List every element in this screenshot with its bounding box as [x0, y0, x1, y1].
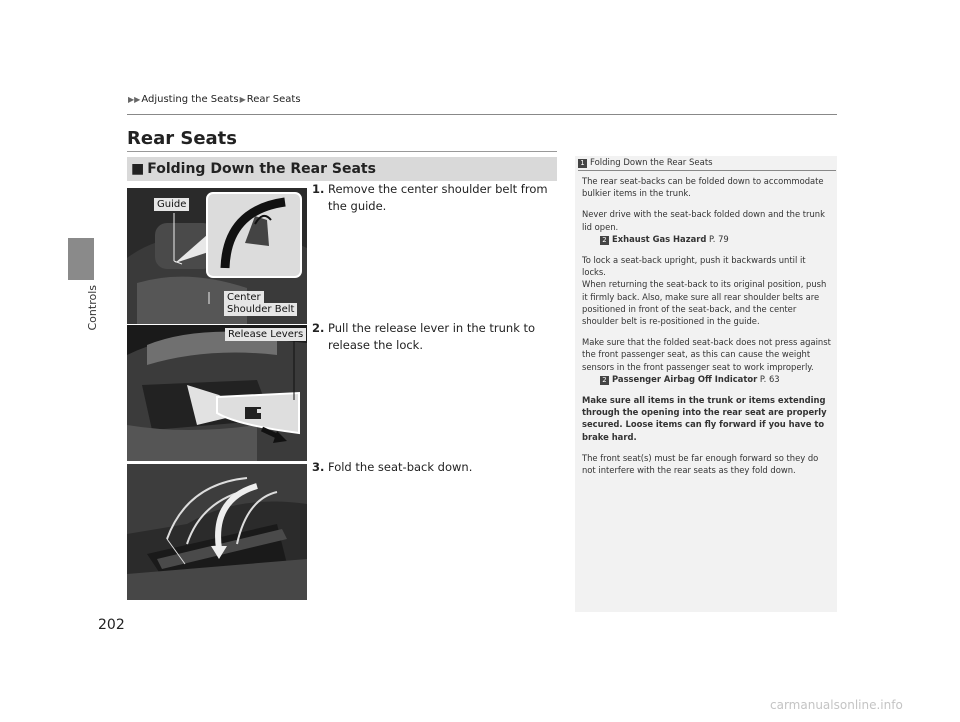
note-divider — [578, 170, 836, 171]
note-warning: Make sure all items in the trunk or items extending through the opening into the rear seat are properly secured. Loose items can fly forward if you have to brake hard. — [582, 395, 827, 442]
step-text: Pull the release lever in the trunk to release the lock. — [328, 321, 536, 352]
page-number: 202 — [98, 617, 125, 633]
breadcrumb-arrow-icon: ▶▶ — [128, 95, 141, 104]
note-paragraph — [582, 336, 832, 385]
callout-guide: Guide — [154, 198, 189, 211]
note-paragraph: The front seat(s) must be far enough forward so they do not interfere with the rear seats as they fold down. — [582, 452, 819, 476]
note-paragraph — [582, 208, 832, 245]
section-square-icon: ■ — [131, 161, 145, 177]
seat-fold-illustration — [127, 464, 307, 600]
note-paragraph: The rear seat-backs can be folded down to accommodate bulkier items in the trunk. — [582, 176, 824, 199]
side-tab-label: Controls — [86, 285, 99, 331]
callout-center-belt-line1: Center — [224, 291, 264, 304]
step-1 — [312, 181, 558, 215]
title-divider — [127, 151, 557, 152]
callout-center-belt-line2: Shoulder Belt — [224, 303, 297, 316]
page-title: Rear Seats — [127, 128, 237, 149]
note-heading: Folding Down the Rear Seats — [590, 158, 713, 168]
side-tab — [68, 238, 94, 280]
note-text: Make sure that the folded seat-back does not press against the front passenger seat, as this can cause the weight sensors in the front passenger seat to work improperly. — [582, 337, 831, 372]
note-marker-icon: 1 — [578, 159, 587, 168]
step-2 — [312, 320, 558, 354]
note-text: Never drive with the seat-back folded down and the trunk lid open. — [582, 209, 825, 232]
reference-passenger-airbag[interactable] — [582, 373, 832, 385]
trunk-lever-illustration — [127, 325, 307, 461]
breadcrumb — [127, 94, 301, 105]
callout-release-levers: Release Levers — [225, 328, 306, 341]
reference-arrow-icon: 2 — [600, 376, 609, 385]
figure-shoulder-belt-guide — [127, 188, 307, 324]
step-text: Fold the seat-back down. — [328, 460, 473, 474]
figure-fold-seat-back — [127, 464, 307, 600]
breadcrumb-item-adjusting-seats[interactable]: Adjusting the Seats — [141, 94, 239, 105]
figure-trunk-release-levers — [127, 325, 307, 461]
step-3 — [312, 459, 558, 476]
reference-page: P. 79 — [706, 233, 729, 244]
step-number: 2. — [312, 321, 325, 335]
watermark: carmanualsonline.info — [770, 698, 903, 712]
step-text: Remove the center shoulder belt from the guide. — [328, 182, 548, 213]
section-heading: Folding Down the Rear Seats — [147, 161, 376, 177]
breadcrumb-item-rear-seats[interactable]: Rear Seats — [246, 94, 301, 105]
step-number: 3. — [312, 460, 325, 474]
note-body — [582, 175, 832, 485]
reference-arrow-icon: 2 — [600, 236, 609, 245]
note-paragraph: To lock a seat-back upright, push it backwards until it locks. — [582, 255, 806, 278]
section-header — [127, 157, 557, 181]
note-header — [578, 158, 713, 168]
note-paragraph: When returning the seat-back to its original position, push it firmly back. Also, make sure all rear shoulder belts are positioned in front of the seat-back, and the center shoulder belt is re-positioned in the guide. — [582, 279, 827, 327]
step-number: 1. — [312, 182, 325, 196]
reference-exhaust-gas[interactable] — [582, 233, 832, 245]
reference-title: Exhaust Gas Hazard — [612, 233, 707, 244]
breadcrumb-arrow-icon: ▶ — [239, 95, 246, 104]
reference-title: Passenger Airbag Off Indicator — [612, 373, 758, 384]
header-divider — [127, 114, 837, 115]
reference-page: P. 63 — [757, 373, 780, 384]
